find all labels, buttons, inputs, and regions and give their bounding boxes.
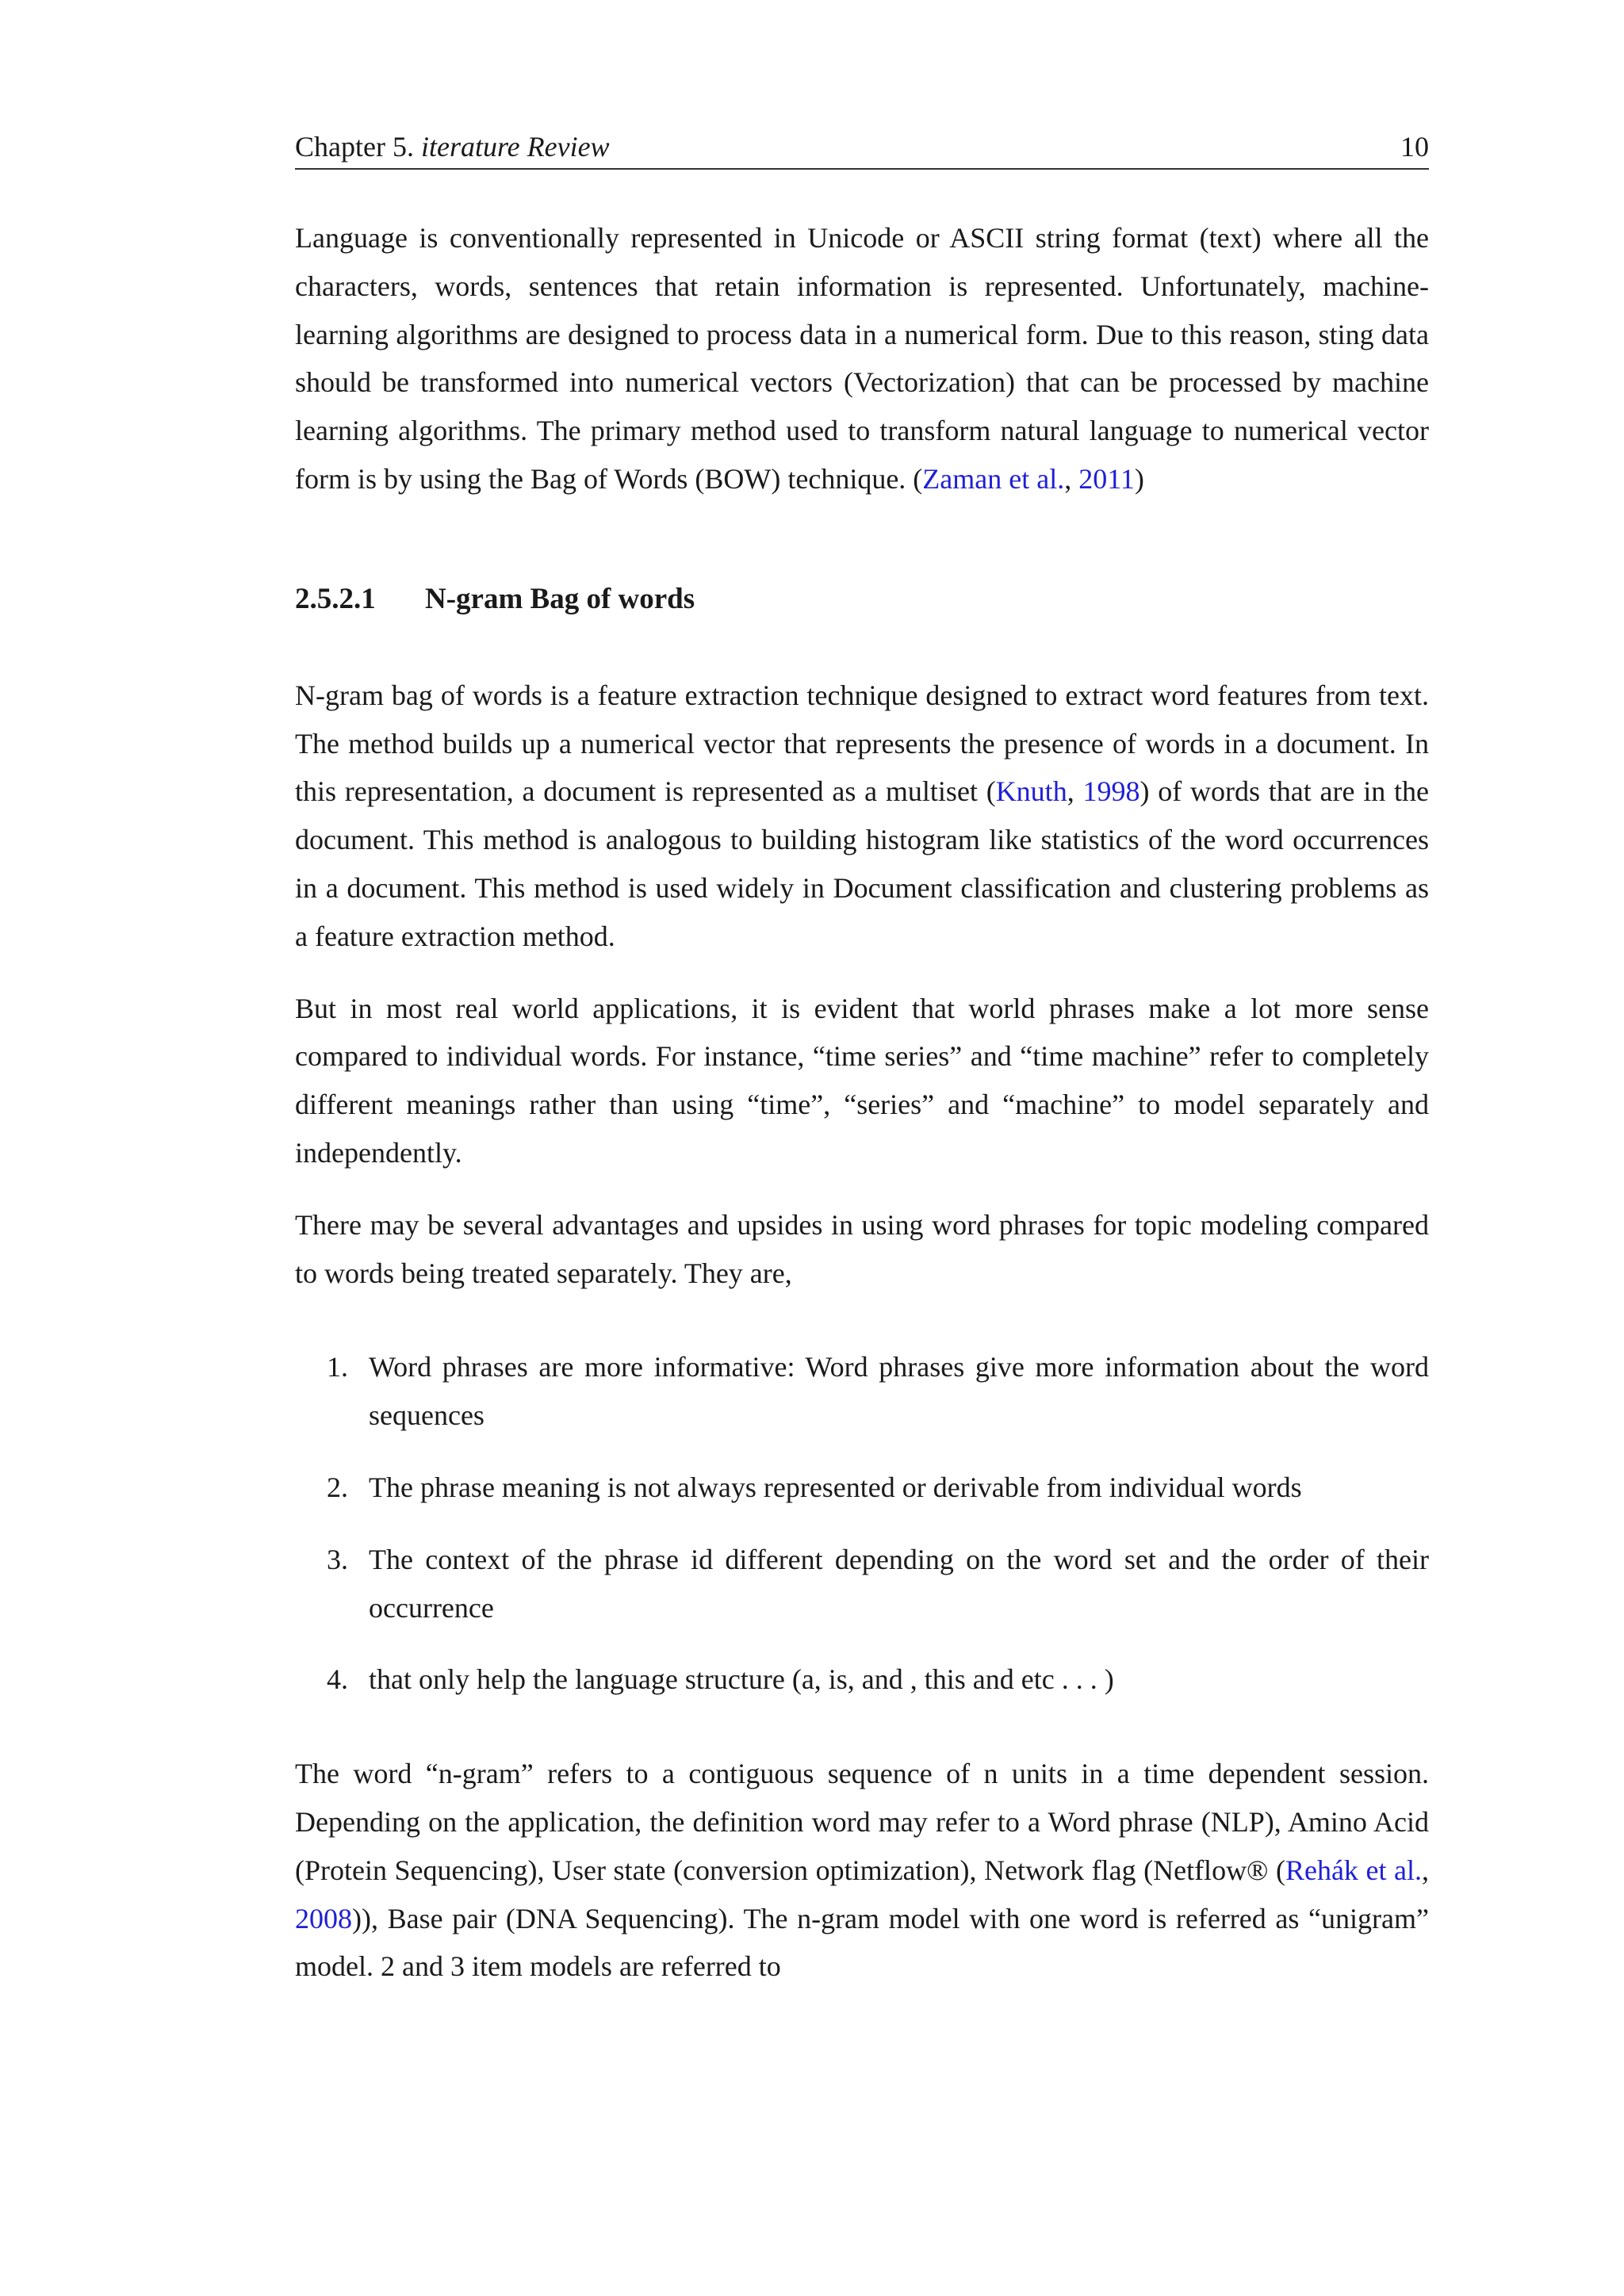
- list-item-text: that only help the language structure (a, is, and , this and etc . . . ): [369, 1663, 1114, 1696]
- citation-link-rehak-author[interactable]: Rehák et al.: [1285, 1854, 1422, 1886]
- list-item-text: Word phrases are more informative: Word phrases give more information about the word sequences: [369, 1351, 1429, 1432]
- list-item: [295, 1464, 1429, 1512]
- paragraph-advantages: [295, 1201, 1429, 1298]
- paragraph-text: There may be several advantages and upsides in using word phrases for topic modeling compared to words being treated separately. They are,: [295, 1208, 1429, 1289]
- paragraph-ngram-units: [295, 1750, 1429, 1991]
- citation-link-rehak-year[interactable]: 2008: [295, 1902, 352, 1934]
- citation-link-knuth-year[interactable]: 1998: [1082, 775, 1140, 808]
- chapter-label: Chapter 5.: [295, 131, 414, 163]
- paragraph-ngram-definition: [295, 672, 1429, 961]
- running-header: [295, 127, 1429, 170]
- list-marker: 2.: [327, 1471, 348, 1503]
- intro-text: Language is conventionally represented in Unicode or ASCII string format (text) where all the characters, words, sentences that retain information is represented. Unfortunately, machine-learning algorithms are designed to process data in a numerical form. Due to this reason, sting data should be transformed into numerical vectors (Vectorization) that can be processed by machine learning algorithms. The primary method used to transform natural language to numerical vector form is by using the Bag of Words (BOW) technique. (: [295, 222, 1429, 495]
- document-page: [295, 127, 1429, 1991]
- list-marker: 4.: [327, 1663, 348, 1696]
- chapter-heading: [295, 127, 610, 166]
- subsection-number: 2.5.2.1: [295, 582, 376, 615]
- subsection-title: N-gram Bag of words: [425, 582, 695, 615]
- paragraph-text: ) of words that are in the document. This method is analogous to building histogram like statistics of the word occurrences in a document. This method is used widely in Document classification and clustering problems as a feature extraction method.: [295, 775, 1429, 952]
- list-item-text: The phrase meaning is not always represented or derivable from individual words: [369, 1471, 1302, 1503]
- advantages-list: [295, 1343, 1429, 1704]
- list-item-text: The context of the phrase id different depending on the word set and the order of their occurrence: [369, 1543, 1429, 1624]
- paragraph-phrases: [295, 985, 1429, 1177]
- paragraph-text: The word “n-gram” refers to a contiguous sequence of n units in a time dependent session. Depending on the application, the definition word may refer to a Word phrase (NLP), Amino Acid (Protein Sequencing), User state (conversion optimization), Network flag (Netflow® (: [295, 1758, 1429, 1886]
- paragraph-text: But in most real world applications, it is evident that world phrases make a lot more sense compared to individual words. For instance, “time series” and “time machine” refer to completely different meanings rather than using “time”, “series” and “machine” to model separately and independently.: [295, 992, 1429, 1169]
- citation-separator: ,: [1067, 775, 1083, 808]
- page-number: 10: [1400, 131, 1429, 163]
- citation-link-knuth-author[interactable]: Knuth: [995, 775, 1067, 808]
- citation-link-zaman-year[interactable]: 2011: [1078, 462, 1135, 495]
- chapter-title: iterature Review: [420, 131, 610, 163]
- intro-closing: ): [1134, 462, 1144, 495]
- citation-separator: ,: [1421, 1854, 1429, 1886]
- citation-separator: ,: [1064, 462, 1079, 495]
- paragraph-text: N-gram bag of words is a feature extraction technique designed to extract word features from text. The method builds up a numerical vector that represents the presence of words in a document. In this representation, a document is represented as a multiset (: [295, 679, 1429, 808]
- citation-link-zaman-author[interactable]: Zaman et al.: [922, 462, 1065, 495]
- list-marker: 3.: [327, 1543, 348, 1575]
- subsection-heading: [295, 580, 1429, 619]
- list-item: [295, 1536, 1429, 1632]
- list-item: [295, 1655, 1429, 1704]
- intro-paragraph: [295, 214, 1429, 503]
- list-item: [295, 1343, 1429, 1440]
- list-marker: 1.: [327, 1351, 348, 1383]
- paragraph-text: )), Base pair (DNA Sequencing). The n-gram model with one word is referred as “unigram” model. 2 and 3 item models are referred to: [295, 1902, 1429, 1983]
